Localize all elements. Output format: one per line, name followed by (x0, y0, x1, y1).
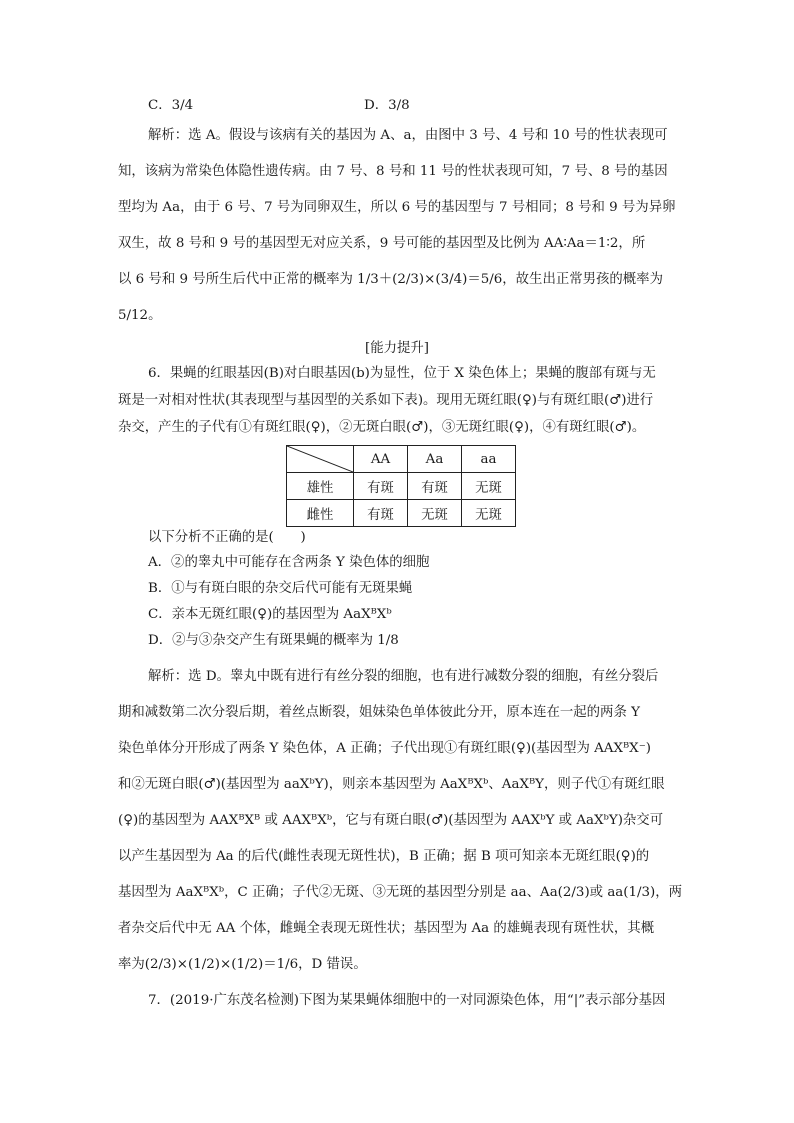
q6-option-b: B．①与有斑白眼的杂交后代可能有无斑果蝇 (148, 581, 413, 596)
q5-explanation-line-4: 双生，故 8 号和 9 号的基因型无对应关系，9 号可能的基因型及比例为 AA∶Aa＝1∶2，所 (118, 236, 646, 251)
prev-option-d: D．3/8 (364, 98, 410, 113)
table-row-label: 雄性 (287, 473, 354, 500)
table-row (287, 473, 516, 500)
diagonal-line (287, 446, 353, 472)
table-corner-cell (287, 446, 354, 473)
table-cell: 无斑 (462, 500, 516, 527)
q6-stem-line-1: 6．果蝇的红眼基因(B)对白眼基因(b)为显性，位于 X 染色体上；果蝇的腹部有斑与无 (148, 366, 656, 381)
table-cell: 有斑 (408, 473, 462, 500)
q5-explanation-line-2: 知，该病为常染色体隐性遗传病。由 7 号、8 号和 11 号的性状表现可知，7 号、8 号的基因 (118, 164, 668, 179)
table-header-cell: Aa (408, 446, 462, 473)
table-header-cell: AA (354, 446, 408, 473)
table-row-label: 雌性 (287, 500, 354, 527)
q6-explanation-line-3: 染色单体分开形成了两条 Y 染色体，A 正确；子代出现①有斑红眼(♀)(基因型为 AAXᴮX⁻) (118, 741, 652, 756)
table-cell: 有斑 (354, 500, 408, 527)
section-title: [能力提升] (364, 341, 429, 356)
q6-option-c: C．亲本无斑红眼(♀)的基因型为 AaXᴮXᵇ (148, 607, 392, 622)
q6-stem-line-3: 杂交，产生的子代有①有斑红眼(♀)，②无斑白眼(♂)，③无斑红眼(♀)，④有斑红眼(♂)。 (118, 420, 646, 435)
q6-explanation-line-7: 基因型为 AaXᴮXᵇ，C 正确；子代②无斑、③无斑的基因型分别是 aa、Aa(2/3)或 aa(1/3)，两 (118, 885, 683, 900)
q6-explanation-line-2: 期和减数第二次分裂后期，着丝点断裂，姐妹染色单体彼此分开，原本连在一起的两条 Y (118, 705, 640, 720)
table-cell: 有斑 (354, 473, 408, 500)
table-header-cell: aa (462, 446, 516, 473)
q7-stem: 7．(2019·广东茂名检测)下图为某果蝇体细胞中的一对同源染色体，用“|”表示部分基因 (148, 993, 666, 1008)
table-cell: 无斑 (462, 473, 516, 500)
genotype-table (286, 445, 516, 527)
prev-option-c: C．3/4 (148, 98, 194, 113)
table-cell: 无斑 (408, 500, 462, 527)
q6-explanation-line-1: 解析：选 D。睾丸中既有进行有丝分裂的细胞，也有进行减数分裂的细胞，有丝分裂后 (148, 669, 659, 684)
q5-explanation-line-5: 以 6 号和 9 号所生后代中正常的概率为 1/3＋(2/3)×(3/4)＝5/6，故生出正常男孩的概率为 (118, 272, 663, 287)
q5-explanation-line-3: 型均为 Aa，由于 6 号、7 号为同卵双生，所以 6 号的基因型与 7 号相同；8 号和 9 号为异卵 (118, 200, 676, 215)
q5-explanation-line-6: 5/12。 (118, 308, 162, 323)
q6-explanation-line-6: 以产生基因型为 Aa 的后代(雌性表现无斑性状)，B 正确；据 B 项可知亲本无斑红眼(♀)的 (118, 849, 650, 864)
q6-explanation-line-9: 率为(2/3)×(1/2)×(1/2)＝1/6，D 错误。 (118, 957, 367, 972)
q6-explanation-line-4: 和②无斑白眼(♂)(基因型为 aaXᵇY)，则亲本基因型为 AaXᴮXᵇ、AaXᴮY，则子代①有斑红眼 (118, 777, 665, 792)
q5-explanation-line-1: 解析：选 A。假设与该病有关的基因为 A、a，由图中 3 号、4 号和 10 号的性状表现可 (148, 128, 668, 143)
table-row (287, 500, 516, 527)
q6-option-d: D．②与③杂交产生有斑果蝇的概率为 1/8 (148, 633, 399, 648)
q6-option-a: A．②的睾丸中可能存在含两条 Y 染色体的细胞 (148, 555, 430, 570)
q6-explanation-line-5: (♀)的基因型为 AAXᴮXᴮ 或 AAXᴮXᵇ，它与有斑白眼(♂)(基因型为 AAXᵇY 或 AaXᵇY)杂交可 (118, 813, 664, 828)
q6-question: 以下分析不正确的是( ) (148, 530, 306, 545)
q6-explanation-line-8: 者杂交后代中无 AA 个体，雌蝇全表现无斑性状；基因型为 Aa 的雄蝇表现有斑性状，其概 (118, 921, 655, 936)
table-header-row (287, 446, 516, 473)
q6-stem-line-2: 斑是一对相对性状(其表现型与基因型的关系如下表)。现用无斑红眼(♀)与有斑红眼(♂)进行 (118, 393, 654, 408)
